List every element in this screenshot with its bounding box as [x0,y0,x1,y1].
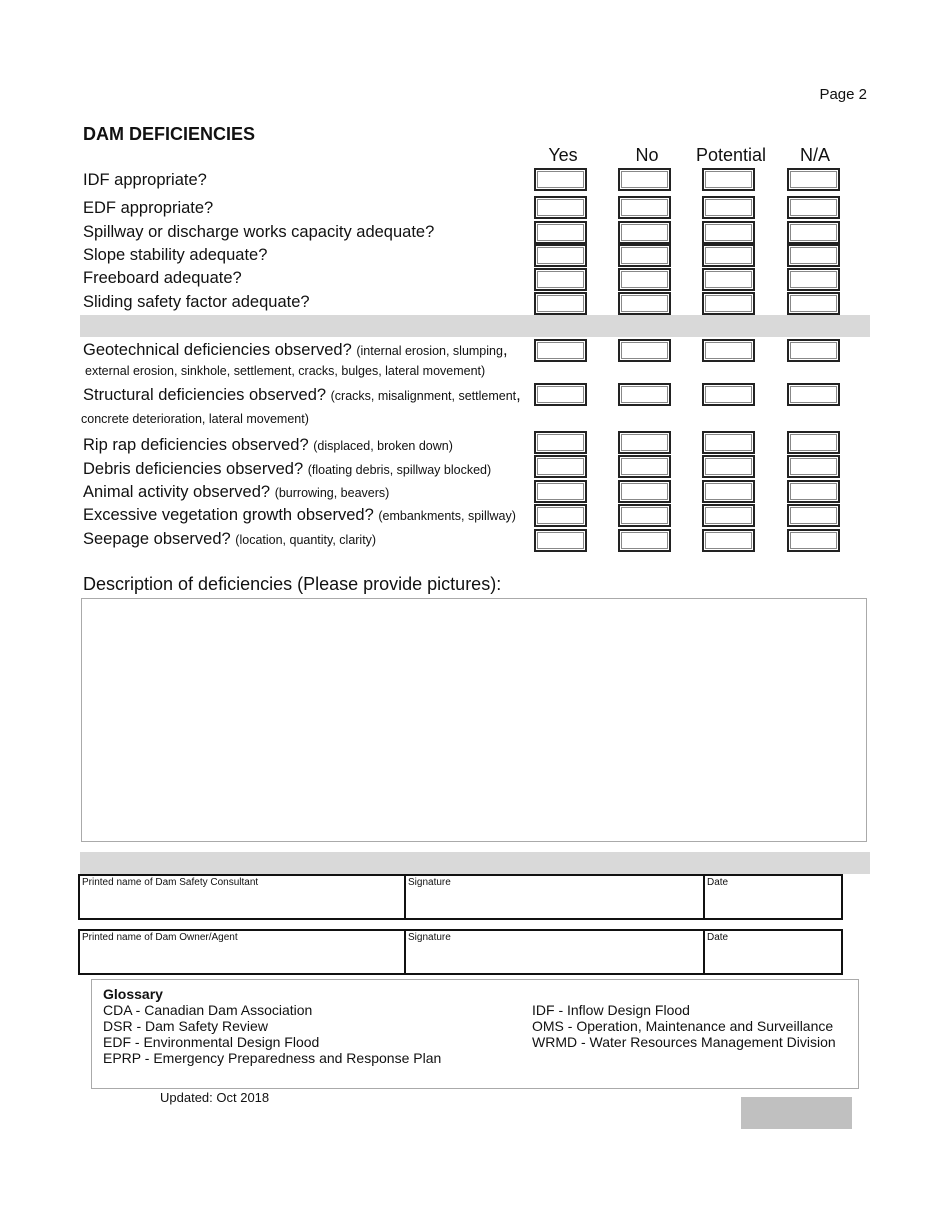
checkbox-structural-yes[interactable] [534,383,587,406]
question-animal-text: Animal activity observed? [83,483,271,501]
checkbox-riprap-no[interactable] [618,431,671,454]
signature-row-owner [78,929,843,975]
consultant-signature-field[interactable] [404,876,703,918]
question-animal-note: (burrowing, beavers) [274,486,390,500]
checkbox-edf-no[interactable] [618,196,671,219]
checkbox-freeboard-yes[interactable] [534,268,587,291]
checkbox-sliding-na[interactable] [787,292,840,315]
checkbox-idf-na[interactable] [787,168,840,191]
checkbox-animal-na[interactable] [787,480,840,503]
question-vegetation [83,506,516,525]
consultant-date-field[interactable] [703,876,841,918]
question-slope: Slope stability adequate? [83,246,268,264]
section-divider [80,852,870,874]
question-seepage-note: (location, quantity, clarity) [235,533,377,547]
checkbox-vegetation-na[interactable] [787,504,840,527]
consultant-name-label: Printed name of Dam Safety Consultant [82,877,259,888]
checkbox-geotechnical-potential[interactable] [702,339,755,362]
question-animal [83,483,389,502]
checkbox-idf-yes[interactable] [534,168,587,191]
question-structural-text: Structural deficiencies observed? [83,386,327,404]
checkbox-edf-na[interactable] [787,196,840,219]
checkbox-animal-potential[interactable] [702,480,755,503]
question-debris-note: (floating debris, spillway blocked) [307,463,492,477]
checkbox-debris-yes[interactable] [534,455,587,478]
question-vegetation-note: (embankments, spillway) [378,509,516,523]
question-freeboard: Freeboard adequate? [83,269,242,287]
glossary-entry: EPRP - Emergency Preparedness and Response Plan [103,1050,442,1066]
section-divider [80,315,870,337]
checkbox-debris-potential[interactable] [702,455,755,478]
checkbox-slope-na[interactable] [787,244,840,267]
question-geotechnical-continuation: external erosion, sinkhole, settlement, cracks, bulges, lateral movement) [85,364,486,378]
updated-date: Updated: Oct 2018 [160,1090,270,1105]
checkbox-edf-potential[interactable] [702,196,755,219]
checkbox-riprap-yes[interactable] [534,431,587,454]
description-label: Description of deficiencies (Please provide pictures): [83,574,502,594]
checkbox-structural-no[interactable] [618,383,671,406]
footer-grey-block [741,1097,852,1129]
question-geotechnical-suffix: , [502,341,508,359]
owner-date-label: Date [707,932,729,943]
owner-date-field[interactable] [703,931,841,973]
checkbox-riprap-na[interactable] [787,431,840,454]
checkbox-geotechnical-na[interactable] [787,339,840,362]
checkbox-slope-potential[interactable] [702,244,755,267]
owner-signature-field[interactable] [404,931,703,973]
column-header-yes: Yes [548,145,578,165]
checkbox-seepage-no[interactable] [618,529,671,552]
checkbox-freeboard-potential[interactable] [702,268,755,291]
checkbox-spillway-na[interactable] [787,221,840,244]
question-riprap-text: Rip rap deficiencies observed? [83,436,309,454]
question-riprap-note: (displaced, broken down) [313,439,453,453]
owner-signature-label: Signature [408,932,451,943]
glossary-entry: WRMD - Water Resources Management Division [532,1034,836,1050]
glossary-entry: CDA - Canadian Dam Association [103,1002,313,1018]
question-seepage [83,530,376,549]
checkbox-spillway-no[interactable] [618,221,671,244]
owner-name-label: Printed name of Dam Owner/Agent [82,932,238,943]
checkbox-riprap-potential[interactable] [702,431,755,454]
glossary-title: Glossary [103,986,163,1002]
checkbox-vegetation-potential[interactable] [702,504,755,527]
checkbox-seepage-na[interactable] [787,529,840,552]
checkbox-freeboard-na[interactable] [787,268,840,291]
glossary [91,979,859,1089]
checkbox-sliding-no[interactable] [618,292,671,315]
checkbox-structural-na[interactable] [787,383,840,406]
checkbox-debris-no[interactable] [618,455,671,478]
column-header-na: N/A [799,145,830,165]
glossary-entry: OMS - Operation, Maintenance and Surveillance [532,1018,834,1034]
glossary-right-column [532,1002,836,1050]
checkbox-vegetation-yes[interactable] [534,504,587,527]
question-structural-suffix: , [516,386,521,404]
checkbox-spillway-yes[interactable] [534,221,587,244]
glossary-entry: IDF - Inflow Design Flood [532,1002,690,1018]
checkbox-idf-no[interactable] [618,168,671,191]
signature-row-consultant [78,874,843,920]
checkbox-debris-na[interactable] [787,455,840,478]
question-geotechnical-note: (internal erosion, slumping [356,344,503,358]
question-geotechnical-text: Geotechnical deficiencies observed? [83,341,352,359]
checkbox-slope-no[interactable] [618,244,671,267]
question-sliding: Sliding safety factor adequate? [83,293,310,311]
consultant-signature-label: Signature [408,877,451,888]
question-debris-text: Debris deficiencies observed? [83,460,304,478]
consultant-name-field[interactable] [80,876,404,918]
checkbox-animal-no[interactable] [618,480,671,503]
checkbox-geotechnical-no[interactable] [618,339,671,362]
checkbox-freeboard-no[interactable] [618,268,671,291]
checkbox-structural-potential[interactable] [702,383,755,406]
owner-name-field[interactable] [80,931,404,973]
page-number: Page 2 [819,86,867,103]
checkbox-idf-potential[interactable] [702,168,755,191]
checkbox-edf-yes[interactable] [534,196,587,219]
question-riprap [83,436,453,455]
glossary-entry: EDF - Environmental Design Flood [103,1034,320,1050]
checkbox-seepage-potential[interactable] [702,529,755,552]
section-title: DAM DEFICIENCIES [83,124,256,144]
checkbox-sliding-potential[interactable] [702,292,755,315]
consultant-date-label: Date [707,877,729,888]
question-structural-continuation: concrete deterioration, lateral movement) [81,412,309,426]
question-spillway: Spillway or discharge works capacity adequate? [83,223,435,241]
checkbox-seepage-yes[interactable] [534,529,587,552]
description-input[interactable] [81,598,867,842]
question-seepage-text: Seepage observed? [83,530,231,548]
question-idf: IDF appropriate? [83,171,207,189]
question-edf: EDF appropriate? [83,199,214,217]
checkbox-spillway-potential[interactable] [702,221,755,244]
question-structural-note: (cracks, misalignment, settlement [330,389,517,403]
checkbox-animal-yes[interactable] [534,480,587,503]
column-header-potential: Potential [695,145,767,165]
question-debris [83,460,491,479]
checkbox-slope-yes[interactable] [534,244,587,267]
glossary-entry: DSR - Dam Safety Review [103,1018,268,1034]
checkbox-geotechnical-yes[interactable] [534,339,587,362]
checkbox-vegetation-no[interactable] [618,504,671,527]
glossary-left-column [103,1002,441,1066]
question-vegetation-text: Excessive vegetation growth observed? [83,506,374,524]
question-geotechnical [83,341,508,360]
question-structural [83,386,521,405]
checkbox-sliding-yes[interactable] [534,292,587,315]
column-header-no: No [635,145,659,165]
